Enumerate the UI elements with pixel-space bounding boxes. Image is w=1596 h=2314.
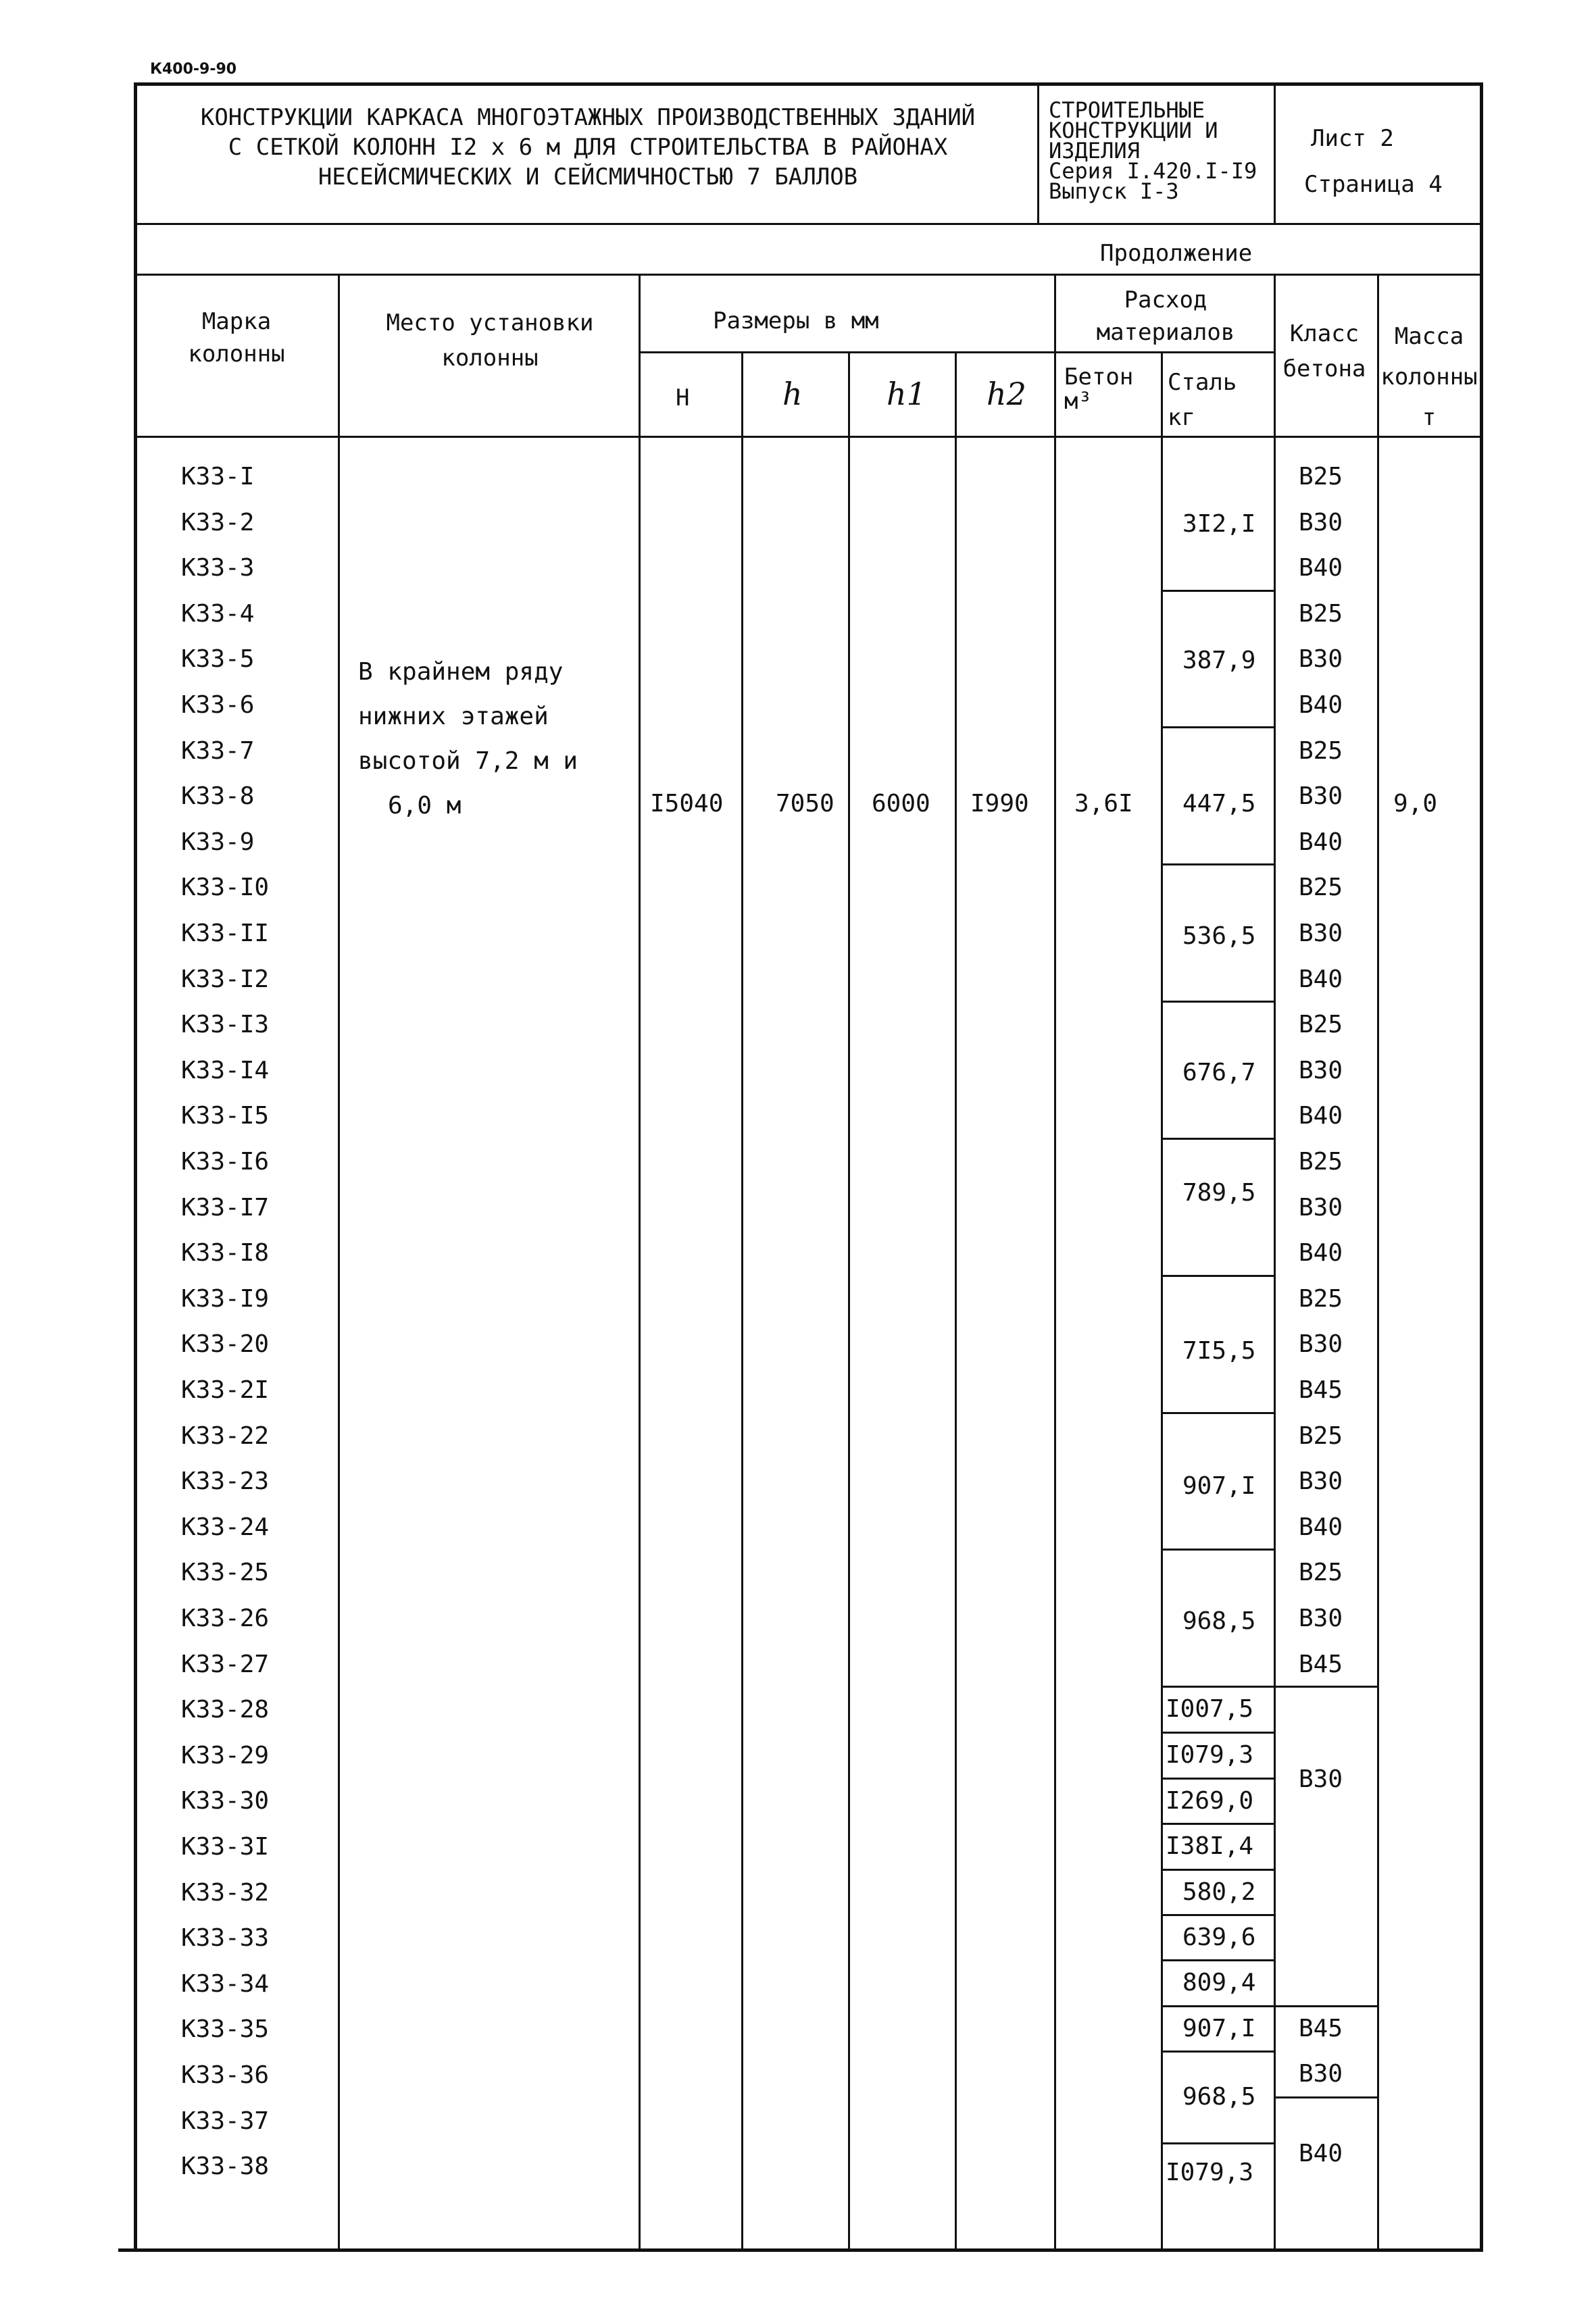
steel-separator	[1161, 1001, 1274, 1003]
steel-separator	[1161, 726, 1274, 728]
column-mark: К33-3I	[181, 1833, 270, 1861]
header-h1: h1	[887, 376, 926, 412]
header-place: Место установки колонны	[386, 309, 594, 372]
header-dimensions: Размеры в мм	[713, 307, 879, 334]
steel-value: 907,I	[1182, 1472, 1256, 1500]
steel-value: I079,3	[1166, 1741, 1254, 1769]
continuation-label: Продолжение	[1100, 240, 1253, 267]
steel-value: 676,7	[1182, 1059, 1256, 1086]
steel-separator	[1161, 1914, 1274, 1916]
frame-bottom	[118, 2248, 1483, 2252]
steel-separator	[1161, 1959, 1274, 1961]
column-mark: К33-25	[181, 1559, 270, 1586]
header-H: Н	[676, 384, 690, 411]
concrete-class: В30	[1299, 920, 1343, 947]
steel-value: I079,3	[1166, 2159, 1254, 2186]
title-divider-1	[1037, 82, 1039, 224]
concrete-class: В40	[1299, 965, 1343, 993]
series-line: Выпуск I-3	[1049, 178, 1179, 204]
title-divider-2	[1274, 82, 1276, 224]
concrete-class: В30	[1299, 1765, 1343, 1793]
column-mark: К33-33	[181, 1924, 270, 1952]
class-separator	[1274, 1686, 1377, 1688]
steel-separator	[1161, 2142, 1274, 2144]
column-mark: К33-24	[181, 1513, 270, 1541]
column-mark: К33-23	[181, 1467, 270, 1495]
steel-value: I38I,4	[1166, 1832, 1254, 1860]
concrete-class: В40	[1299, 554, 1343, 582]
steel-separator	[1161, 1275, 1274, 1277]
header-class: Класс бетона	[1282, 320, 1366, 382]
page-number: Страница 4	[1304, 171, 1443, 198]
column-mark: К33-36	[181, 2061, 270, 2089]
steel-value: 789,5	[1182, 1179, 1256, 1207]
steel-value: 447,5	[1182, 790, 1256, 818]
frame-left	[134, 82, 137, 2251]
column-mark: К33-32	[181, 1879, 270, 1907]
steel-separator	[1161, 1823, 1274, 1825]
column-mark: К33-34	[181, 1970, 270, 1998]
steel-separator	[1161, 1686, 1274, 1688]
concrete-class: В25	[1299, 1285, 1343, 1313]
column-mark: К33-3	[181, 554, 255, 582]
series-line: ИЗДЕЛИЯ	[1049, 138, 1140, 164]
column-mark: К33-27	[181, 1651, 270, 1678]
steel-separator	[1161, 1869, 1274, 1871]
place-line: 6,0 м	[388, 792, 462, 820]
column-mark: К33-9	[181, 828, 255, 856]
steel-value: 536,5	[1182, 922, 1256, 950]
install-place	[358, 650, 578, 828]
concrete-class: В25	[1299, 737, 1343, 765]
concrete-class: В40	[1299, 828, 1343, 856]
concrete-class: В30	[1299, 1330, 1343, 1358]
concrete-class: В30	[1299, 782, 1343, 810]
steel-value: I269,0	[1166, 1787, 1254, 1815]
column-mark: К33-8	[181, 782, 255, 810]
place-line: В крайнем ряду	[358, 658, 564, 686]
steel-value: 968,5	[1182, 1607, 1256, 1635]
column-mark: К33-2	[181, 509, 255, 536]
steel-value: 7I5,5	[1182, 1337, 1256, 1365]
concrete-class: В30	[1299, 645, 1343, 673]
steel-value: 387,9	[1182, 647, 1256, 674]
column-mark: К33-I3	[181, 1011, 270, 1038]
title-bottom-line	[134, 223, 1482, 225]
concrete-class: В25	[1299, 1559, 1343, 1586]
column-mark: К33-5	[181, 645, 255, 673]
column-mark: К33-I4	[181, 1057, 270, 1084]
value-h1: 6000	[872, 790, 930, 818]
col-line	[955, 351, 957, 2250]
value-h2: I990	[970, 790, 1029, 818]
header-mass: Масса колонны т	[1380, 323, 1478, 431]
column-mark: К33-26	[181, 1605, 270, 1632]
steel-value: 968,5	[1182, 2083, 1256, 2111]
column-mark: К33-I0	[181, 874, 270, 901]
class-separator	[1274, 2096, 1377, 2098]
steel-value: I007,5	[1166, 1695, 1254, 1723]
concrete-class: В40	[1299, 1102, 1343, 1130]
steel-separator	[1161, 863, 1274, 865]
value-h: 7050	[776, 790, 834, 818]
header-mark: Марка колонны	[188, 308, 285, 368]
concrete-class: В25	[1299, 1422, 1343, 1450]
concrete-class: В40	[1299, 691, 1343, 719]
col-line	[1377, 274, 1379, 2250]
value-H: I5040	[650, 790, 724, 818]
concrete-class: В30	[1299, 1194, 1343, 1222]
column-mark: К33-I5	[181, 1102, 270, 1130]
column-mark: К33-37	[181, 2107, 270, 2135]
column-mark: К33-20	[181, 1330, 270, 1358]
steel-separator	[1161, 2051, 1274, 2053]
concrete-class: В40	[1299, 1239, 1343, 1267]
concrete-class: В45	[1299, 1376, 1343, 1404]
document-code: К400-9-90	[150, 61, 237, 78]
series-line: СТРОИТЕЛЬНЫЕ	[1049, 97, 1205, 123]
title-line: С СЕТКОЙ КОЛОНН I2 х 6 м ДЛЯ СТРОИТЕЛЬСТВА В РАЙОНАХ	[228, 134, 948, 161]
document-title	[142, 103, 1034, 192]
concrete-class: В25	[1299, 463, 1343, 491]
col-line	[1054, 274, 1056, 2250]
steel-value: 580,2	[1182, 1878, 1256, 1906]
place-line: нижних этажей	[358, 703, 549, 730]
concrete-class: В30	[1299, 1467, 1343, 1495]
title-line: НЕСЕЙСМИЧЕСКИХ И СЕЙСМИЧНОСТЬЮ 7 БАЛЛОВ	[318, 164, 858, 191]
col-line	[741, 351, 743, 2250]
column-mark: К33-I9	[181, 1285, 270, 1313]
column-mark: К33-38	[181, 2153, 270, 2180]
title-line: КОНСТРУКЦИИ КАРКАСА МНОГОЭТАЖНЫХ ПРОИЗВОДСТВЕННЫХ ЗДАНИЙ	[200, 104, 976, 131]
column-mark: К33-I2	[181, 965, 270, 993]
header-materials: Расход материалов	[1096, 286, 1235, 346]
column-mark: К33-6	[181, 691, 255, 719]
series-line: Серия I.420.I-I9	[1049, 158, 1257, 184]
column-mark: К33-I7	[181, 1194, 270, 1222]
column-mark: К33-II	[181, 920, 270, 947]
header-h2: h2	[987, 376, 1026, 412]
col-line	[1274, 274, 1276, 2250]
concrete-class: В25	[1299, 874, 1343, 901]
steel-separator	[1161, 1138, 1274, 1140]
column-mark: К33-I8	[181, 1239, 270, 1267]
table-top-line	[134, 274, 1482, 276]
column-mark: К33-30	[181, 1787, 270, 1815]
concrete-class: В25	[1299, 1148, 1343, 1176]
header-concrete: Бетон м³	[1064, 363, 1134, 415]
column-mark: К33-4	[181, 600, 255, 628]
column-mark: К33-I	[181, 463, 255, 491]
concrete-class: В30	[1299, 2060, 1343, 2088]
steel-value: 809,4	[1182, 1969, 1256, 1996]
steel-value: 3I2,I	[1182, 510, 1256, 538]
steel-separator	[1161, 590, 1274, 592]
frame-top	[134, 82, 1482, 86]
concrete-class: В40	[1299, 2140, 1343, 2167]
col-line	[848, 351, 850, 2250]
header-h: h	[782, 376, 803, 412]
col-line	[1161, 351, 1163, 2250]
series-info	[1049, 97, 1257, 204]
value-mass: 9,0	[1393, 790, 1438, 818]
concrete-class: В30	[1299, 1057, 1343, 1084]
column-mark: К33-35	[181, 2015, 270, 2043]
concrete-class: В40	[1299, 1513, 1343, 1541]
column-mark: К33-22	[181, 1422, 270, 1450]
steel-separator	[1161, 1732, 1274, 1734]
series-line: КОНСТРУКЦИИ И	[1049, 118, 1218, 143]
steel-separator	[1161, 1778, 1274, 1780]
header-bottom-line	[134, 436, 1482, 438]
column-mark: К33-29	[181, 1742, 270, 1769]
column-mark: К33-I6	[181, 1148, 270, 1176]
concrete-class: В45	[1299, 1651, 1343, 1678]
col-line	[639, 274, 641, 2250]
steel-separator	[1161, 2005, 1377, 2007]
header-steel: Сталь кг	[1168, 369, 1237, 431]
steel-value: 639,6	[1182, 1923, 1256, 1951]
column-mark: К33-28	[181, 1696, 270, 1724]
concrete-class: В30	[1299, 509, 1343, 536]
sheet-number: Лист 2	[1311, 125, 1394, 152]
steel-value: 907,I	[1182, 2015, 1256, 2042]
concrete-class: В25	[1299, 1011, 1343, 1038]
concrete-class: В25	[1299, 600, 1343, 628]
steel-separator	[1161, 1412, 1274, 1414]
column-mark: К33-2I	[181, 1376, 270, 1404]
column-mark: К33-7	[181, 737, 255, 765]
concrete-class: В45	[1299, 2015, 1343, 2042]
concrete-class: В30	[1299, 1605, 1343, 1632]
place-line: высотой 7,2 м и	[358, 747, 578, 775]
steel-separator	[1161, 1549, 1274, 1551]
value-concrete: 3,6I	[1074, 790, 1133, 818]
